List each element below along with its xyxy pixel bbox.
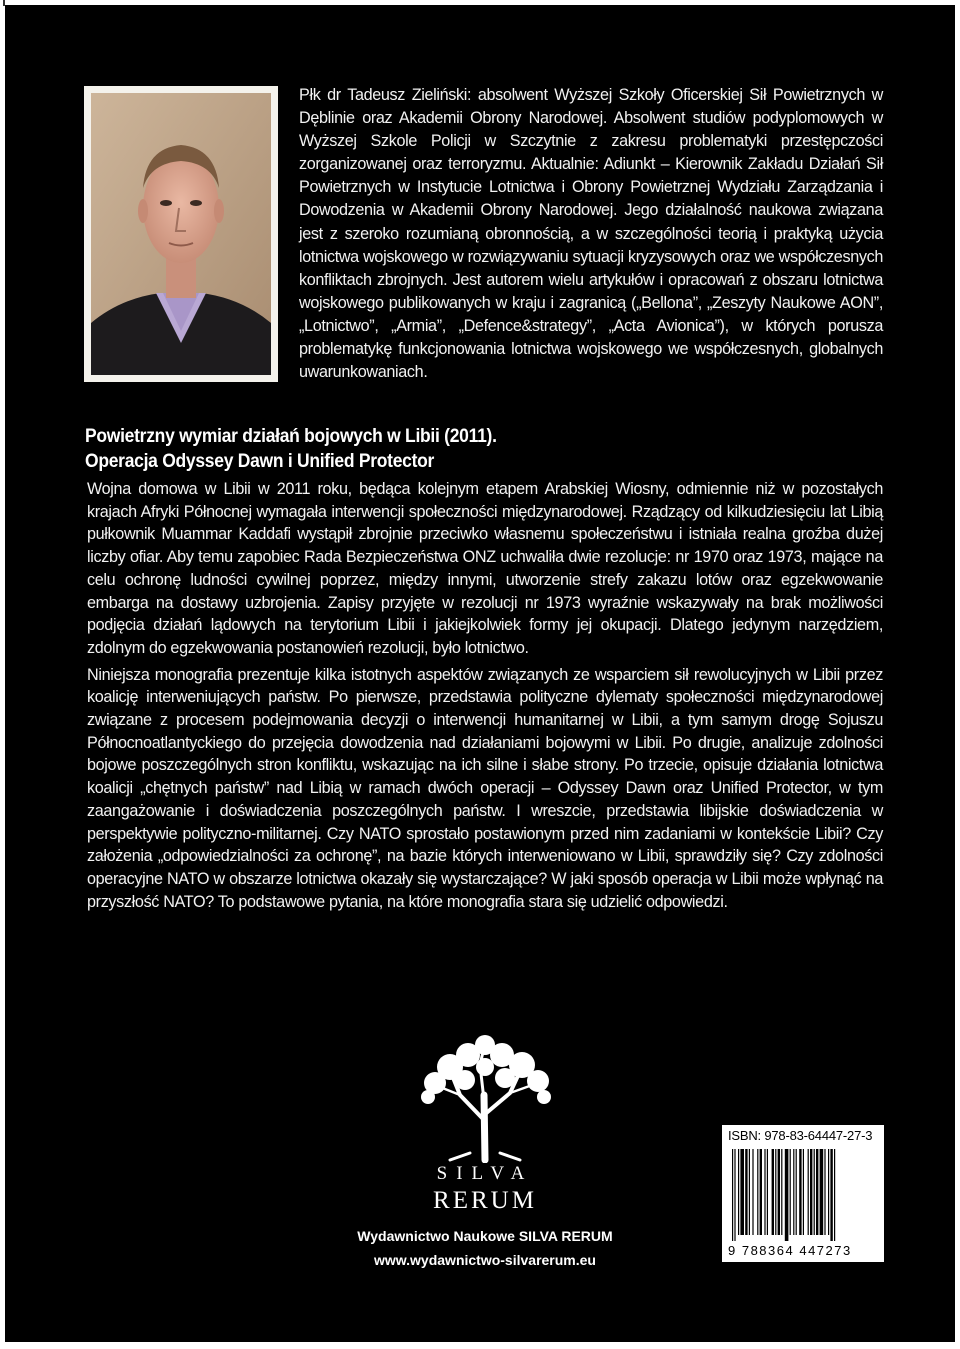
- barcode-bar: [745, 1149, 747, 1235]
- barcode-bars: [732, 1149, 874, 1241]
- publisher-info: [355, 1224, 615, 1272]
- barcode-bar: [793, 1149, 794, 1235]
- barcode-bar: [803, 1149, 804, 1235]
- barcode-bar: [738, 1149, 739, 1235]
- barcode-bar: [814, 1149, 815, 1235]
- barcode-bar: [808, 1149, 809, 1235]
- barcode-bar: [752, 1149, 753, 1235]
- barcode-bar: [824, 1149, 825, 1235]
- publisher-name: Wydawnictwo Naukowe SILVA RERUM: [357, 1228, 613, 1244]
- barcode-bar: [749, 1149, 750, 1235]
- barcode-bar: [796, 1149, 797, 1235]
- description-paragraph-1: Wojna domowa w Libii w 2011 roku, będąca kolejnym etapem Arabskiej Wiosny, odmiennie niż w pozostałych krajach Afryki Północnej wymagała interwencji społeczności międzynarodowej. Rządzący od kilkudziesięciu lat Libią pułkownik Muammar Kaddafi wystąpił zbrojnie przeciwko własnemu społeczeństwu i istniała realna groźba dużej liczby ofiar. Aby temu zapobiec Rada Bezpieczeństwa ONZ uchwaliła dwie rezolucje: nr 1970 oraz 1973, mające na celu ochronę ludności cywilnej poprzez, między innymi, utworzenie strefy zakazu lotów oraz egzekwowanie embarga na dostawy uzbrojenia. Zapisy przyjęte w rezolucji nr 1973 wyraźnie wskazywały na brak możliwości podjęcia działań lądowych na terytorium Libii i jakiejkolwiek formy jej okupacji. Dlatego jedynym narzędziem, zdolnym do egzekwowania postanowień rezolucji, było lotnictwo.: [87, 480, 883, 657]
- barcode-bar: [767, 1149, 768, 1235]
- barcode-bar: [732, 1149, 733, 1241]
- barcode-bar: [740, 1149, 744, 1235]
- barcode-bar: [785, 1149, 789, 1241]
- isbn-barcode: [722, 1125, 884, 1262]
- barcode-bar: [775, 1149, 776, 1235]
- barcode-bar: [734, 1149, 735, 1241]
- barcode-bar: [810, 1149, 812, 1235]
- barcode-bar: [790, 1149, 791, 1235]
- publisher-url: www.wydawnictwo-silvarerum.eu: [374, 1252, 596, 1268]
- book-description: [87, 478, 883, 917]
- book-title-line-2: Operacja Odyssey Dawn i Unified Protector: [85, 451, 435, 472]
- barcode-bar: [799, 1149, 801, 1235]
- barcode-bar: [828, 1149, 829, 1235]
- barcode-bar: [820, 1149, 824, 1235]
- barcode-bar: [760, 1149, 762, 1235]
- logo-text-rerum: RERUM: [433, 1187, 537, 1214]
- book-title-line-1: Powietrzny wymiar działań bojowych w Libii (2011).: [85, 426, 497, 447]
- barcode-bar: [834, 1149, 835, 1241]
- barcode-digits: 9 788364 447273: [728, 1243, 852, 1258]
- barcode-bar: [764, 1149, 765, 1235]
- author-bio-text: Płk dr Tadeusz Zieliński: absolwent Wyższej Szkoły Oficerskiej Sił Powietrznych w Dęblinie oraz Akademii Obrony Narodowej. Absolwent studiów podyplomowych w Wyższej Szkole Policji w Szczytnie z zakresu problematyki przestępczości zorganizowanej oraz terroryzmu. Aktualnie: Adiunkt – Kierownik Zakładu Działań Sił Powietrznych w Instytucie Lotnictwa i Obrony Powietrznej Wydziału Zarządzania i Dowodzenia w Akademii Obrony Narodowej. Jego działalność naukowa związana jest z szeroko rozumianą obronnością, a w szczególności teorią i praktyką użycia lotnictwa wojskowego w rozwiązywaniu sytuacji kryzysowych oraz we współczesnych konfliktach zbrojnych. Jest autorem wielu artykułów i opracowań z obszaru lotnictwa wojskowego publikowanych w kraju i zagranicą („Bellona”, „Zeszyty Naukowe AON”, „Lotnictwo”, „Armia”, „Defence&strategy”, „Acta Avionica”), w których porusza problematykę funkcjonowania lotnictwa wojskowego we współczesnych, globalnych uwarunkowaniach.: [299, 86, 883, 382]
- isbn-label: ISBN: 978-83-64447-27-3: [728, 1128, 873, 1143]
- publisher-logo: [410, 1035, 560, 1225]
- logo-text-silva: SILVA: [436, 1163, 534, 1184]
- barcode-bar: [816, 1149, 818, 1235]
- book-title: [85, 424, 821, 474]
- description-paragraph-2: Niniejsza monografia prezentuje kilka istotnych aspektów związanych ze wsparciem sił rewolucyjnych w Libii przez koalicję interweniujących państw. Po pierwsze, przedstawia polityczne dylematy społeczności międzynarodowej związane z procesem podejmowania decyzji o interwencji humanitarnej w Libii, a tym samym drogę Sojuszu Północnoatlantyckiego do przejęcia dowodzenia nad działaniami bojowymi w Libii. Po drugie, analizuje zdolności bojowe poszczególnych stron konfliktu, wskazując na ich silne i słabe strony. Po trzecie, opisuje działania lotnictwa koalicji „chętnych państw” nad Libią w ramach dwóch operacji – Odyssey Dawn oraz Unified Protector, w tym zaangażowanie i doświadczenia poszczególnych państw. I wreszcie, przedstawia libijskie doświadczenia w perspektywie polityczno-militarnej. Czy NATO sprostało postawionym przed nim zadaniami w kontekście Libii? Czy założenia „odpowiedzialności za ochronę”, na bazie których interweniowano w Libii, sprawdziły się? Czy zdolności operacyjne NATO w obszarze lotnictwa okazały się wystarczające? W jaki sposób operacja w Libii może wpłynąć na przyszłość NATO? To podstawowe pytania, na które monografia stara się udzielić odpowiedzi.: [87, 665, 883, 911]
- barcode-bar: [778, 1149, 780, 1235]
- barcode-bar: [757, 1149, 758, 1235]
- barcode-bar: [772, 1149, 774, 1235]
- author-bio: [299, 84, 883, 384]
- author-portrait-image: [91, 93, 271, 375]
- tree-icon: [410, 1035, 560, 1163]
- barcode-bar: [830, 1149, 832, 1241]
- author-photo: [84, 86, 278, 382]
- barcode-bar: [781, 1149, 782, 1235]
